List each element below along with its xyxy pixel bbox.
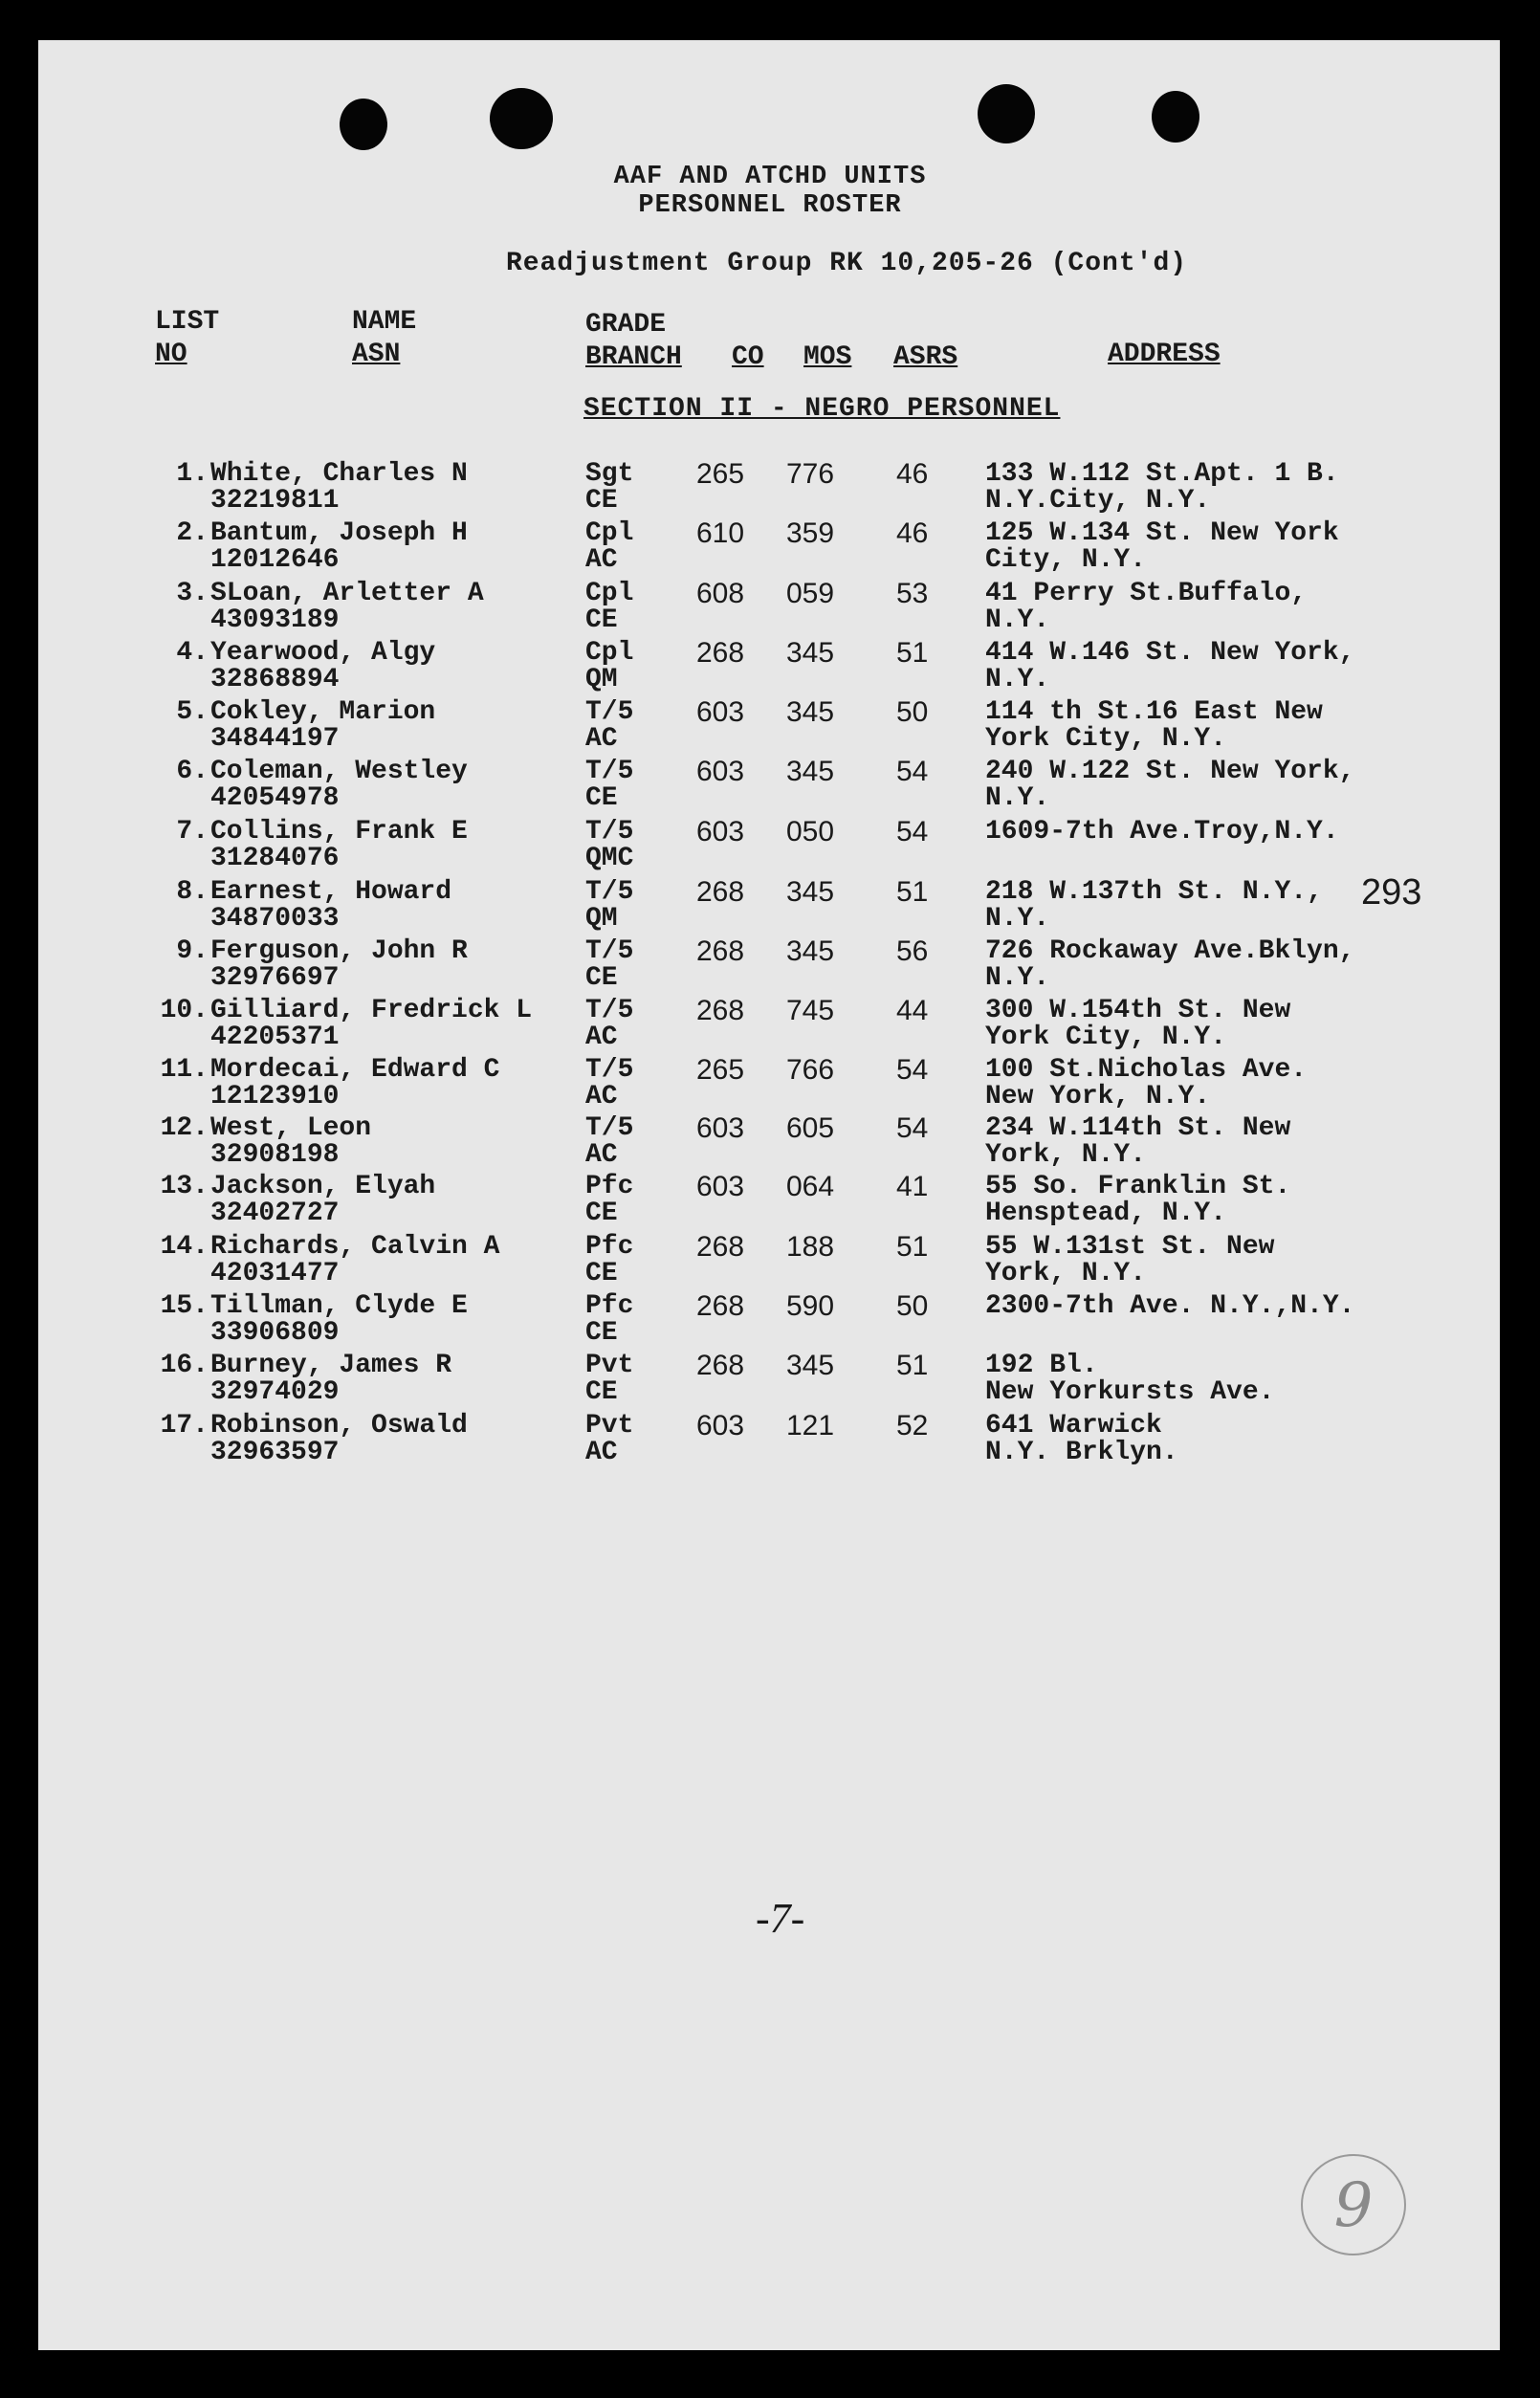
table-row (0, 817, 1540, 876)
table-row (0, 1291, 1540, 1351)
person-co: 603 (696, 1112, 745, 1144)
person-name: Burney, James R (210, 1351, 452, 1380)
person-branch: AC (585, 1140, 618, 1170)
person-name: Gilliard, Fredrick L (210, 996, 533, 1025)
person-co: 268 (696, 1290, 745, 1322)
address-line-1: 218 W.137th St. N.Y., (985, 877, 1323, 907)
person-asn: 42054978 (210, 783, 340, 813)
table-row (0, 1232, 1540, 1291)
person-branch: CE (585, 963, 618, 993)
person-mos: 605 (786, 1112, 835, 1144)
address-line-2: N.Y.City, N.Y. (985, 486, 1211, 516)
person-name: Collins, Frank E (210, 817, 468, 847)
person-grade: T/5 (585, 877, 634, 907)
address-line-1: 133 W.112 St.Apt. 1 B. (985, 459, 1339, 489)
table-row (0, 459, 1540, 518)
section-title: SECTION II - NEGRO PERSONNEL (583, 394, 1061, 424)
person-asn: 31284076 (210, 844, 340, 873)
address-line-1: 240 W.122 St. New York, (985, 757, 1355, 786)
column-name-label: NAME (352, 307, 417, 337)
list-number: 6. (176, 757, 209, 786)
column-branch-label: BRANCH (585, 342, 682, 372)
person-name: West, Leon (210, 1113, 372, 1143)
column-header-grade (585, 309, 682, 374)
pencil-mark-text: 9 (1333, 2170, 1374, 2241)
person-asrs: 46 (896, 517, 929, 549)
person-co: 603 (696, 1410, 745, 1441)
person-asn: 32974029 (210, 1377, 340, 1407)
person-grade: Sgt (585, 459, 634, 489)
person-branch: CE (585, 1377, 618, 1407)
column-header-name (352, 306, 416, 371)
person-asrs: 41 (896, 1171, 929, 1202)
person-grade: Pvt (585, 1351, 634, 1380)
list-number: 7. (176, 817, 209, 847)
list-number: 13. (160, 1172, 209, 1201)
person-name: Jackson, Elyah (210, 1172, 436, 1201)
person-grade: Pfc (585, 1172, 634, 1201)
person-asn: 32868894 (210, 665, 340, 694)
address-line-1: 1609-7th Ave.Troy,N.Y. (985, 817, 1339, 847)
person-asrs: 50 (896, 1290, 929, 1322)
list-number: 5. (176, 697, 209, 727)
person-grade: Pfc (585, 1291, 634, 1321)
person-name: Earnest, Howard (210, 877, 452, 907)
person-branch: AC (585, 545, 618, 575)
person-branch: QM (585, 904, 618, 934)
person-co: 608 (696, 578, 745, 609)
column-asrs-label: ASRS (893, 342, 958, 372)
person-branch: AC (585, 724, 618, 754)
person-name: Coleman, Westley (210, 757, 468, 786)
person-grade: T/5 (585, 757, 634, 786)
column-mos-label: MOS (803, 342, 852, 372)
person-name: Richards, Calvin A (210, 1232, 500, 1262)
address-line-2: New Yorkursts Ave. (985, 1377, 1275, 1407)
person-grade: Cpl (585, 638, 634, 668)
punch-hole (340, 99, 387, 150)
person-asn: 34844197 (210, 724, 340, 754)
person-asrs: 51 (896, 1350, 929, 1381)
handwritten-annotation: 293 (1361, 872, 1422, 913)
table-row (0, 877, 1540, 936)
list-number: 1. (176, 459, 209, 489)
person-mos: 345 (786, 756, 835, 787)
person-co: 603 (696, 816, 745, 847)
column-list-label: LIST (155, 307, 220, 337)
list-number: 16. (160, 1351, 209, 1380)
person-asn: 32963597 (210, 1438, 340, 1467)
table-row (0, 638, 1540, 697)
address-line-1: 192 Bl. (985, 1351, 1098, 1380)
person-mos: 345 (786, 696, 835, 728)
pencil-circle-mark (1296, 2147, 1411, 2262)
table-row (0, 996, 1540, 1055)
column-co-label: CO (732, 342, 764, 372)
person-branch: CE (585, 486, 618, 516)
address-line-2: N.Y. (985, 904, 1050, 934)
person-co: 268 (696, 1231, 745, 1263)
person-branch: CE (585, 1318, 618, 1348)
list-number: 15. (160, 1291, 209, 1321)
person-mos: 359 (786, 517, 835, 549)
person-branch: CE (585, 1259, 618, 1288)
address-line-1: 55 So. Franklin St. (985, 1172, 1291, 1201)
list-number: 11. (160, 1055, 209, 1085)
person-name: Tillman, Clyde E (210, 1291, 468, 1321)
person-mos: 345 (786, 935, 835, 967)
person-asn: 33906809 (210, 1318, 340, 1348)
address-line-1: 100 St.Nicholas Ave. (985, 1055, 1308, 1085)
person-branch: CE (585, 605, 618, 635)
person-co: 265 (696, 458, 745, 490)
address-line-1: 300 W.154th St. New (985, 996, 1291, 1025)
column-asn-label: ASN (352, 340, 401, 369)
person-mos: 345 (786, 876, 835, 908)
person-mos: 345 (786, 1350, 835, 1381)
list-number: 10. (160, 996, 209, 1025)
person-grade: T/5 (585, 697, 634, 727)
person-co: 268 (696, 995, 745, 1026)
person-grade: T/5 (585, 1055, 634, 1085)
group-title: Readjustment Group RK 10,205-26 (Cont'd) (505, 249, 1188, 278)
page-number: -7- (756, 1895, 805, 1942)
column-no-label: NO (155, 340, 187, 369)
address-line-2: N.Y. Brklyn. (985, 1438, 1178, 1467)
address-line-2: N.Y. (985, 605, 1050, 635)
person-asn: 32219811 (210, 486, 340, 516)
person-asn: 34870033 (210, 904, 340, 934)
table-row (0, 1172, 1540, 1231)
list-number: 12. (160, 1113, 209, 1143)
address-line-2: York City, N.Y. (985, 1023, 1227, 1052)
address-line-2: City, N.Y. (985, 545, 1147, 575)
person-branch: AC (585, 1082, 618, 1111)
person-asn: 42205371 (210, 1023, 340, 1052)
person-co: 603 (696, 756, 745, 787)
person-asrs: 54 (896, 1054, 929, 1086)
address-line-2: N.Y. (985, 963, 1050, 993)
person-branch: CE (585, 783, 618, 813)
column-grade-label: GRADE (585, 310, 667, 340)
person-asrs: 44 (896, 995, 929, 1026)
table-row (0, 1113, 1540, 1173)
person-mos: 776 (786, 458, 835, 490)
list-number: 9. (176, 936, 209, 966)
person-mos: 745 (786, 995, 835, 1026)
person-co: 268 (696, 637, 745, 669)
table-row (0, 579, 1540, 638)
person-asrs: 46 (896, 458, 929, 490)
table-row (0, 1055, 1540, 1114)
person-branch: AC (585, 1023, 618, 1052)
person-grade: T/5 (585, 936, 634, 966)
person-mos: 050 (786, 816, 835, 847)
person-asrs: 54 (896, 1112, 929, 1144)
column-header-list (155, 306, 219, 371)
person-asrs: 51 (896, 1231, 929, 1263)
table-row (0, 518, 1540, 578)
person-co: 603 (696, 1171, 745, 1202)
person-name: Yearwood, Algy (210, 638, 436, 668)
address-line-1: 41 Perry St.Buffalo, (985, 579, 1308, 608)
address-line-2: York, N.Y. (985, 1140, 1147, 1170)
person-mos: 345 (786, 637, 835, 669)
punch-hole (490, 88, 553, 149)
person-grade: Pvt (585, 1411, 634, 1441)
header-line-1: AAF AND ATCHD UNITS (613, 163, 927, 191)
address-line-2: N.Y. (985, 783, 1050, 813)
table-row (0, 1351, 1540, 1410)
person-branch: QMC (585, 844, 634, 873)
person-mos: 059 (786, 578, 835, 609)
person-asrs: 50 (896, 696, 929, 728)
person-asn: 12012646 (210, 545, 340, 575)
header-line-2: PERSONNEL ROSTER (638, 191, 902, 220)
list-number: 3. (176, 579, 209, 608)
table-row (0, 1411, 1540, 1470)
person-co: 603 (696, 696, 745, 728)
person-mos: 064 (786, 1171, 835, 1202)
person-mos: 766 (786, 1054, 835, 1086)
person-name: Ferguson, John R (210, 936, 468, 966)
person-asrs: 54 (896, 816, 929, 847)
table-row (0, 697, 1540, 757)
person-asrs: 56 (896, 935, 929, 967)
person-co: 268 (696, 1350, 745, 1381)
person-name: Mordecai, Edward C (210, 1055, 500, 1085)
punch-hole (1152, 91, 1199, 143)
list-number: 14. (160, 1232, 209, 1262)
person-mos: 590 (786, 1290, 835, 1322)
person-branch: QM (585, 665, 618, 694)
address-line-2: York, N.Y. (985, 1259, 1147, 1288)
table-row (0, 757, 1540, 816)
address-line-1: 55 W.131st St. New (985, 1232, 1275, 1262)
address-line-1: 234 W.114th St. New (985, 1113, 1291, 1143)
person-asn: 32908198 (210, 1140, 340, 1170)
person-grade: T/5 (585, 1113, 634, 1143)
person-co: 610 (696, 517, 745, 549)
person-co: 268 (696, 935, 745, 967)
list-number: 17. (160, 1411, 209, 1441)
list-number: 8. (176, 877, 209, 907)
person-name: White, Charles N (210, 459, 468, 489)
person-asn: 12123910 (210, 1082, 340, 1111)
person-asrs: 54 (896, 756, 929, 787)
person-name: Bantum, Joseph H (210, 518, 468, 548)
person-asn: 32402727 (210, 1199, 340, 1228)
person-name: SLoan, Arletter A (210, 579, 484, 608)
address-line-1: 726 Rockaway Ave.Bklyn, (985, 936, 1355, 966)
list-number: 4. (176, 638, 209, 668)
person-asn: 42031477 (210, 1259, 340, 1288)
person-co: 265 (696, 1054, 745, 1086)
person-name: Robinson, Oswald (210, 1411, 468, 1441)
person-grade: T/5 (585, 817, 634, 847)
address-line-2: York City, N.Y. (985, 724, 1227, 754)
person-branch: CE (585, 1199, 618, 1228)
person-grade: Pfc (585, 1232, 634, 1262)
person-asrs: 53 (896, 578, 929, 609)
punch-hole (978, 84, 1035, 143)
person-mos: 188 (786, 1231, 835, 1263)
person-name: Cokley, Marion (210, 697, 436, 727)
person-asrs: 52 (896, 1410, 929, 1441)
person-mos: 121 (786, 1410, 835, 1441)
address-line-2: Hensptead, N.Y. (985, 1199, 1227, 1228)
person-asrs: 51 (896, 637, 929, 669)
table-row (0, 936, 1540, 996)
person-asn: 32976697 (210, 963, 340, 993)
person-grade: Cpl (585, 518, 634, 548)
list-number: 2. (176, 518, 209, 548)
address-line-1: 114 th St.16 East New (985, 697, 1323, 727)
person-asrs: 51 (896, 876, 929, 908)
person-grade: T/5 (585, 996, 634, 1025)
person-branch: AC (585, 1438, 618, 1467)
address-line-1: 414 W.146 St. New York, (985, 638, 1355, 668)
column-address-label: ADDRESS (1108, 340, 1221, 369)
person-asn: 43093189 (210, 605, 340, 635)
address-line-1: 125 W.134 St. New York (985, 518, 1339, 548)
person-grade: Cpl (585, 579, 634, 608)
address-line-2: N.Y. (985, 665, 1050, 694)
person-co: 268 (696, 876, 745, 908)
address-line-1: 2300-7th Ave. N.Y.,N.Y. (985, 1291, 1355, 1321)
address-line-1: 641 Warwick (985, 1411, 1162, 1441)
address-line-2: New York, N.Y. (985, 1082, 1211, 1111)
